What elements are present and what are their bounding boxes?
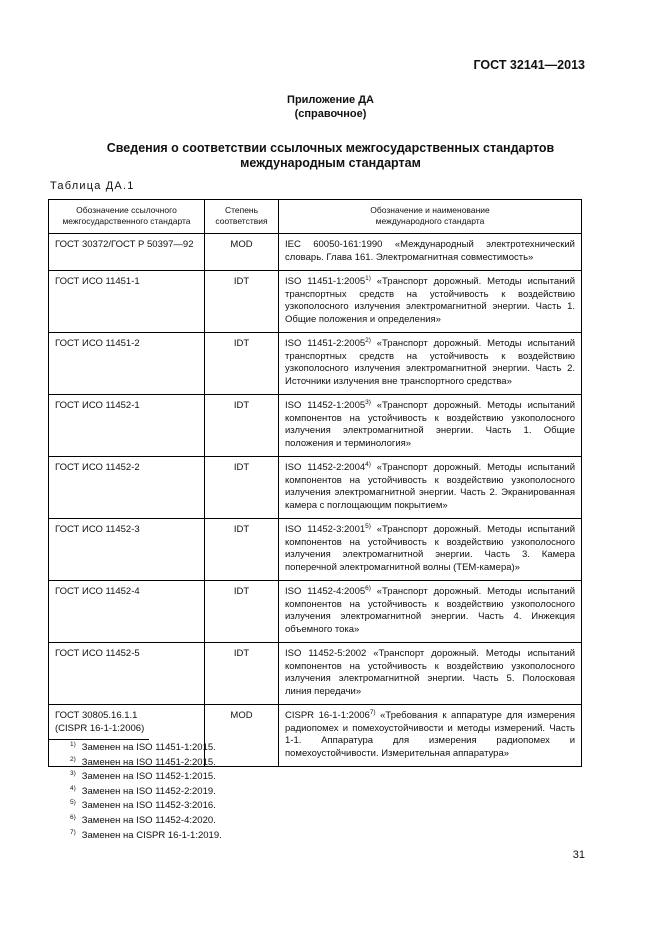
footnote-ref: 6) (365, 585, 371, 592)
footnote-ref: 2) (365, 337, 371, 344)
cell-reference: ГОСТ ИСО 11452-5 (49, 643, 205, 705)
cell-international (279, 333, 582, 395)
footnote-mark: 4) (70, 784, 76, 792)
cell-international (279, 705, 582, 767)
intl-code: ISO 11452-3:2001 (285, 524, 366, 535)
section-title (0, 141, 661, 171)
footnote-mark: 3) (70, 770, 76, 778)
cell-degree: MOD (205, 705, 279, 767)
footnote-mark: 7) (70, 828, 76, 836)
header-col2-line1: Степень (224, 205, 259, 215)
table-row (49, 519, 582, 581)
cell-degree: IDT (205, 643, 279, 705)
intl-code: ISO 11451-1:2005 (285, 276, 366, 287)
footnote-text: Заменен на ISO 11451-2:2015. (81, 756, 216, 768)
footnote (70, 756, 222, 771)
footnote-text: Заменен на CISPR 16-1-1:2019. (81, 829, 222, 841)
cell-degree: IDT (205, 519, 279, 581)
cell-reference: ГОСТ ИСО 11452-1 (49, 395, 205, 457)
table-row (49, 234, 582, 271)
appendix-subtitle: (справочное) (294, 108, 367, 120)
intl-code: CISPR 16-1-1:2006 (285, 710, 370, 721)
cell-reference: ГОСТ ИСО 11452-2 (49, 457, 205, 519)
section-title-line1: Сведения о соответствии ссылочных межгосударственных стандартов (106, 141, 555, 155)
intl-title: «Транспорт дорожный. Методы испытаний компонентов на устойчивость к воздействию узкополосного излучения электромагнитной энергии. Часть 1. Общие положения и терминология» (285, 400, 575, 449)
footnote-mark: 6) (70, 813, 76, 821)
intl-title: «Требования к аппаратуре для измерения радиопомех и помехоустойчивости и методы измерений. Часть 1-1. Аппаратура для измерения радиопомех и помехоустойчивости. Измерительная аппаратура» (285, 710, 575, 759)
table-header-row (49, 200, 582, 234)
intl-title: «Транспорт дорожный. Методы испытаний компонентов на устойчивость к воздействию узкополосного излучения электромагнитной энергии. Часть 5. Полосковая линия передачи» (285, 648, 575, 697)
cell-degree: IDT (205, 333, 279, 395)
table-row (49, 333, 582, 395)
standards-table (48, 199, 582, 767)
cell-reference: ГОСТ ИСО 11452-3 (49, 519, 205, 581)
footnote-text: Заменен на ISO 11452-3:2016. (81, 800, 216, 812)
cell-reference: ГОСТ ИСО 11451-2 (49, 333, 205, 395)
header-col3-line2: международного стандарта (375, 216, 485, 226)
header-col2-line2: соответствия (215, 216, 268, 226)
table-row (49, 395, 582, 457)
footnote-mark: 1) (70, 741, 76, 748)
cell-degree: IDT (205, 271, 279, 333)
cell-reference: ГОСТ ИСО 11452-4 (49, 581, 205, 643)
cell-international (279, 271, 582, 333)
footnote (70, 829, 222, 844)
appendix-title: Приложение ДА (287, 94, 374, 106)
cell-international (279, 457, 582, 519)
table-label: Таблица ДА.1 (50, 180, 135, 192)
cell-degree: IDT (205, 395, 279, 457)
footnote-divider (48, 739, 149, 740)
footnote-text: Заменен на ISO 11452-1:2015. (81, 771, 216, 783)
intl-code: IEC 60050-161:1990 (285, 239, 383, 250)
footnote-ref: 5) (365, 523, 371, 530)
footnote-ref: 3) (365, 399, 371, 406)
footnote (70, 741, 222, 756)
footnote-mark: 2) (70, 755, 76, 763)
header-col1-line1: Обозначение ссылочного (76, 205, 177, 215)
footnotes (70, 741, 222, 843)
header-reference-standard (49, 200, 205, 234)
footnote-text: Заменен на ISO 11452-4:2020. (81, 814, 216, 826)
cell-international (279, 643, 582, 705)
page-number: 31 (572, 849, 585, 861)
intl-code: ISO 11452-1:2005 (285, 400, 366, 411)
reference-line1: ГОСТ 30805.16.1.1 (55, 710, 138, 721)
intl-title: «Транспорт дорожный. Методы испытаний транспортных средств на устойчивость к воздействию узкополосного излучения электромагнитной энергии. Часть 2. Источники излучения вне транспортного средства» (285, 338, 575, 387)
section-title-line2: международным стандартам (240, 156, 421, 170)
footnote (70, 814, 222, 829)
cell-degree: IDT (205, 457, 279, 519)
table-row (49, 457, 582, 519)
cell-reference: ГОСТ 30372/ГОСТ Р 50397—92 (49, 234, 205, 271)
table-row (49, 581, 582, 643)
footnote (70, 770, 222, 785)
intl-title: «Транспорт дорожный. Методы испытаний компонентов на устойчивость к воздействию узкополосного излучения электромагнитной энергии. Часть 3. Камера поперечной электромагнитной волны (ТЕМ-камера)» (285, 524, 575, 573)
cell-international (279, 234, 582, 271)
footnote-text: Заменен на ISO 11452-2:2019. (81, 785, 216, 797)
intl-title: «Транспорт дорожный. Методы испытаний компонентов на устойчивость к воздействию узкополосного излучения электромагнитной энергии. Часть 4. Инжекция объемного тока» (285, 586, 575, 635)
appendix-heading (0, 93, 661, 121)
intl-code: ISO 11452-5:2002 (285, 648, 367, 659)
header-col3-line1: Обозначение и наименование (370, 205, 490, 215)
footnote-mark: 5) (70, 799, 76, 807)
footnote (70, 799, 222, 814)
reference-line2: (CISPR 16-1-1:2006) (55, 722, 145, 734)
intl-title: «Транспорт дорожный. Методы испытаний компонентов на устойчивость к воздействию узкополосного излучения электромагнитной энергии. Часть 2. Экранированная камера с поглощающим покрытием» (285, 462, 575, 511)
header-col1-line2: межгосударственного стандарта (62, 216, 191, 226)
document-code: ГОСТ 32141—2013 (473, 58, 585, 72)
cell-degree: MOD (205, 234, 279, 271)
footnote-text: Заменен на ISO 11451-1:2015. (81, 742, 216, 753)
intl-title: «Транспорт дорожный. Методы испытаний транспортных средств на устойчивость к воздействию узкополосного излучения электромагнитной энергии. Часть 1. Общие положения и определения» (285, 276, 575, 325)
cell-international (279, 581, 582, 643)
intl-title: «Международный электротехнический словарь. Глава 161. Электромагнитная совместимость» (285, 239, 575, 263)
intl-code: ISO 11452-2:2004 (285, 462, 366, 473)
footnote-ref: 4) (365, 461, 371, 468)
header-international-standard (279, 200, 582, 234)
cell-degree: IDT (205, 581, 279, 643)
cell-reference: ГОСТ ИСО 11451-1 (49, 271, 205, 333)
footnote-ref: 1) (365, 275, 371, 282)
intl-code: ISO 11452-4:2005 (285, 586, 366, 597)
intl-code: ISO 11451-2:2005 (285, 338, 366, 349)
table-row (49, 643, 582, 705)
cell-international (279, 519, 582, 581)
footnote (70, 785, 222, 800)
cell-international (279, 395, 582, 457)
header-compliance-degree (205, 200, 279, 234)
footnote-ref: 7) (369, 709, 376, 716)
table-row (49, 271, 582, 333)
